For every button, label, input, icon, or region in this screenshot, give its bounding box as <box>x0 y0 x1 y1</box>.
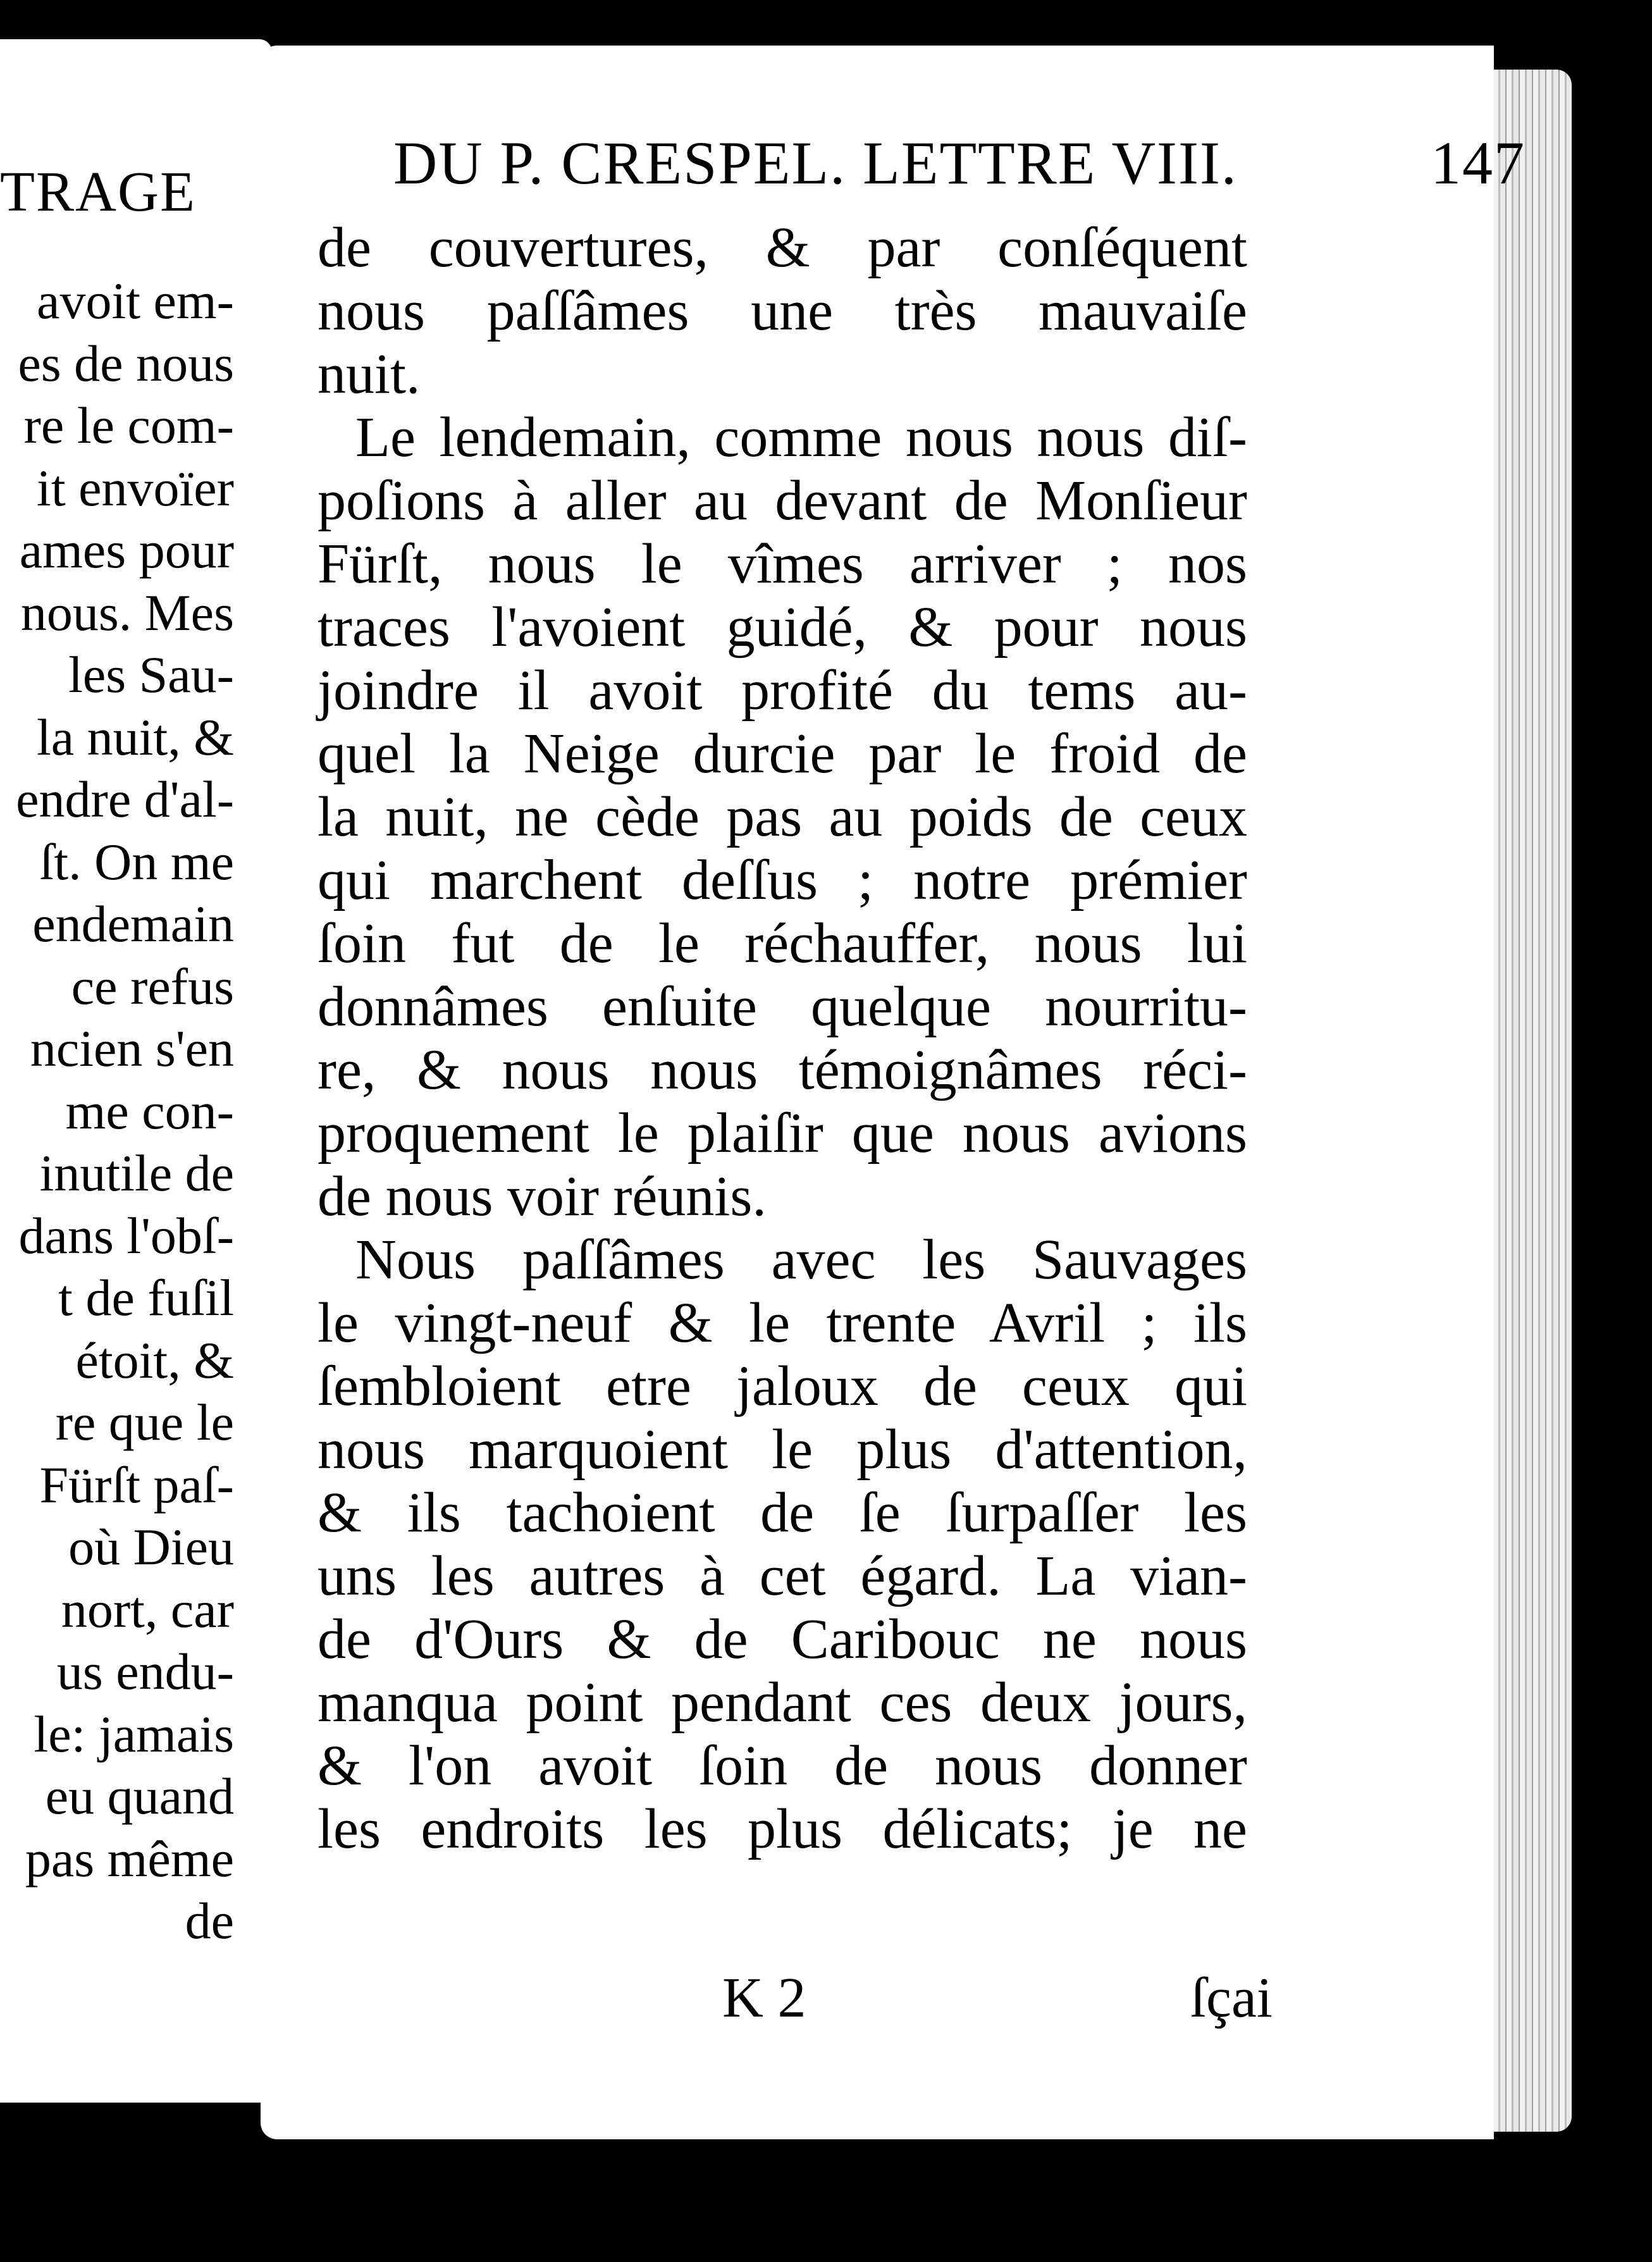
text-line: Le lendemain, comme nous nous diſ- <box>355 406 1247 469</box>
left-line: es de nous <box>18 334 234 392</box>
text-line: uns les autres à cet égard. La vian- <box>317 1545 1247 1607</box>
left-line: ſt. On me <box>39 832 234 891</box>
text-line: les endroits les plus délicats; je ne <box>317 1798 1247 1860</box>
left-line: ncien s'en <box>30 1020 234 1077</box>
text-line: qui marchent deſſus ; notre prémier <box>317 849 1247 912</box>
left-line: Fürſt paſ- <box>39 1455 234 1514</box>
text-line: poſions à aller au devant de Monſieur <box>317 469 1247 532</box>
page-number: 147 <box>1431 129 1526 197</box>
text-line: & ils tachoient de ſe ſurpaſſer les <box>317 1481 1247 1544</box>
text-line: la nuit, ne cède pas au poids de ceux <box>317 786 1247 848</box>
left-line: nous. Mes <box>20 583 234 641</box>
left-line: dans l'obſ- <box>18 1206 234 1264</box>
left-line: re que le <box>55 1394 234 1451</box>
text-line: proquement le plaiſir que nous avions <box>317 1102 1247 1165</box>
text-line: nous marquoient le plus d'attention, <box>317 1418 1247 1481</box>
paragraph <box>317 406 1507 1228</box>
left-line: inutile de <box>39 1144 234 1202</box>
left-line: les Sau- <box>68 646 234 703</box>
text-line: ſoin fut de le réchauffer, nous lui <box>317 912 1247 975</box>
left-line: re le com- <box>23 397 234 454</box>
text-line: donnâmes enſuite quelque nourritu- <box>317 975 1247 1038</box>
body-text <box>317 216 1507 1861</box>
text-line: Fürſt, nous le vîmes arriver ; nos <box>317 533 1247 595</box>
text-line: traces l'avoient guidé, & pour nous <box>317 596 1247 658</box>
left-line: it envoïer <box>37 459 234 517</box>
text-line: re, & nous nous témoignâmes réci- <box>317 1039 1247 1101</box>
left-line: la nuit, & <box>36 708 234 766</box>
left-line: t de fuſil <box>58 1269 234 1326</box>
text-line: ſembloient etre jaloux de ceux qui <box>317 1355 1247 1418</box>
signature-mark: K 2 <box>722 1967 806 2029</box>
left-line: ames pour <box>19 521 234 579</box>
left-line: avoit em- <box>37 272 234 330</box>
left-line: pas même <box>25 1829 234 1888</box>
left-line: où Dieu <box>68 1518 234 1576</box>
left-line: me con- <box>65 1082 234 1140</box>
text-line: de d'Ours & de Caribouc ne nous <box>317 1608 1247 1671</box>
left-line: étoit, & <box>75 1331 234 1389</box>
left-page <box>0 39 272 2103</box>
paragraph <box>317 1228 1507 1861</box>
left-line: us endu- <box>56 1643 234 1700</box>
text-line: joindre il avoit profité du tems au- <box>317 659 1247 722</box>
text-line: de couvertures, & par conſéquent <box>317 216 1247 279</box>
left-line: eu quand <box>45 1767 234 1825</box>
left-text-block <box>16 270 234 1953</box>
text-line: quel la Neige durcie par le froid de <box>317 722 1247 785</box>
left-line: endre d'al- <box>16 770 234 828</box>
left-line: ce refus <box>71 957 234 1015</box>
left-line: le: jamais <box>34 1705 234 1763</box>
text-line: manqua point pendant ces deux jours, <box>317 1671 1247 1734</box>
text-line: nous paſſâmes une très mauvaiſe <box>317 280 1247 342</box>
right-page <box>261 46 1526 2139</box>
left-line: endemain <box>32 895 234 953</box>
catchword: ſçai <box>1190 1967 1273 2029</box>
left-running-head: TRAGE <box>0 161 196 223</box>
running-head-title: DU P. CRESPEL. LETTRE VIII. <box>393 129 1238 197</box>
text-line: de nous voir réunis. <box>317 1165 767 1228</box>
left-line: de <box>185 1892 234 1950</box>
text-line: Nous paſſâmes avec les Sauvages <box>355 1228 1247 1291</box>
text-line: le vingt-neuf & le trente Avril ; ils <box>317 1292 1247 1354</box>
text-line: & l'on avoit ſoin de nous donner <box>317 1734 1247 1797</box>
text-line: nuit. <box>317 343 421 405</box>
paragraph <box>317 216 1507 406</box>
left-line: nort, car <box>61 1580 234 1638</box>
